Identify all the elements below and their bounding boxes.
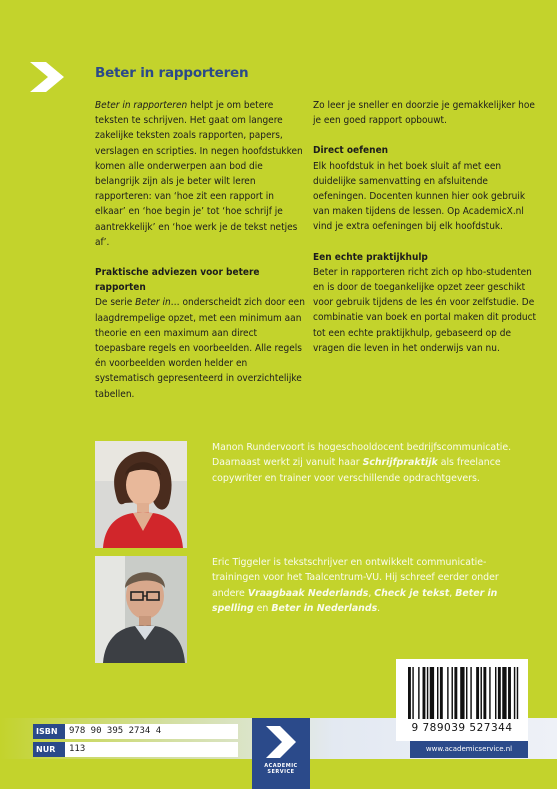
author-photo-eric: [95, 556, 187, 663]
barcode: [396, 659, 528, 741]
paragraph-praktijkhulp: Beter in rapporteren richt zich op hbo-studenten en is door de toegankelijke opzet zeer geschikt voor gebruik tijdens de les én voor zelfstudie. De combinatie van boek en portal maken dit product tot een echte praktijkhulp, gebaseerd op de vragen die leven in het onderwijs van nu.: [313, 266, 537, 354]
intro-paragraph: Beter in rapporteren helpt je om betere teksten te schrijven. Het gaat om langere zakelijke teksten zoals rapporten, papers, verslagen en scripties. In negen hoofdstukken komen alle onderwerpen aan bod die belangrijk zijn als je beter wilt leren rapporteren: van ‘hoe zit een rapport in elkaar’ en ‘hoe begin je’ tot ‘hoe schrijf je aantrekkelijk’ en ‘hoe werk je de tekst netjes af’.: [95, 100, 303, 248]
book-title: Beter in rapporteren: [95, 65, 249, 81]
heading-praktijkhulp: Een echte praktijkhulp: [313, 251, 428, 263]
chevron-right-icon: [30, 62, 68, 92]
nur-label: NUR: [33, 742, 65, 757]
barcode-bars: [396, 659, 528, 721]
right-column: [313, 98, 543, 356]
publisher-logo: [252, 718, 310, 789]
nur-row: [33, 742, 238, 757]
author-bio-eric: Eric Tiggeler is tekstschrijver en ontwikkelt communicatie-trainingen voor het Taalcentrum-VU. Hij schreef eerder onder andere Vraagbaak Nederlands, Check je tekst, Beter in spelling en Beter in Nederlands.: [212, 557, 499, 615]
isbn-row: [33, 724, 238, 739]
isbn-value: 978 90 395 2734 4: [69, 726, 162, 736]
heading-direct-oefenen: Direct oefenen: [313, 145, 389, 157]
isbn-label: ISBN: [33, 724, 65, 739]
publisher-chevron-icon: [252, 720, 310, 764]
section-heading: Praktische adviezen voor betere rapporten: [95, 267, 260, 294]
publisher-website: www.academicservice.nl: [410, 741, 528, 758]
author-bio-manon: Manon Rundervoort is hogeschooldocent bedrijfscommunicatie. Daarnaast werkt zij vanuit haar Schrijfpraktijk als freelance copywriter en trainer voor verschillende opdrachtgevers.: [212, 442, 512, 484]
publisher-logo-text: ACADEMIC SERVICE: [264, 763, 298, 775]
series-paragraph: De serie Beter in… onderscheidt zich door een laagdrempelige opzet, met een minimum aan theorie en een maximum aan direct toepasbare regels en voorbeelden. Alle regels én voorbeelden worden helder en systematisch gepresenteerd in overzichtelijke tabellen.: [95, 297, 305, 400]
barcode-number: 9 789039 527344: [411, 722, 513, 734]
paragraph-direct-oefenen: Elk hoofdstuk in het boek sluit af met een duidelijke samenvatting en afsluitende oefeningen. Docenten kunnen hier ook gebruik van maken tijdens de lessen. Op AcademicX.nl vind je extra oefeningen bij elk hoofdstuk.: [313, 160, 526, 233]
author-photo-manon: [95, 441, 187, 548]
nur-value: 113: [69, 744, 86, 754]
right-intro-paragraph: Zo leer je sneller en doorzie je gemakkelijker hoe je een goed rapport opbouwt.: [313, 100, 535, 127]
left-column: [95, 98, 307, 402]
